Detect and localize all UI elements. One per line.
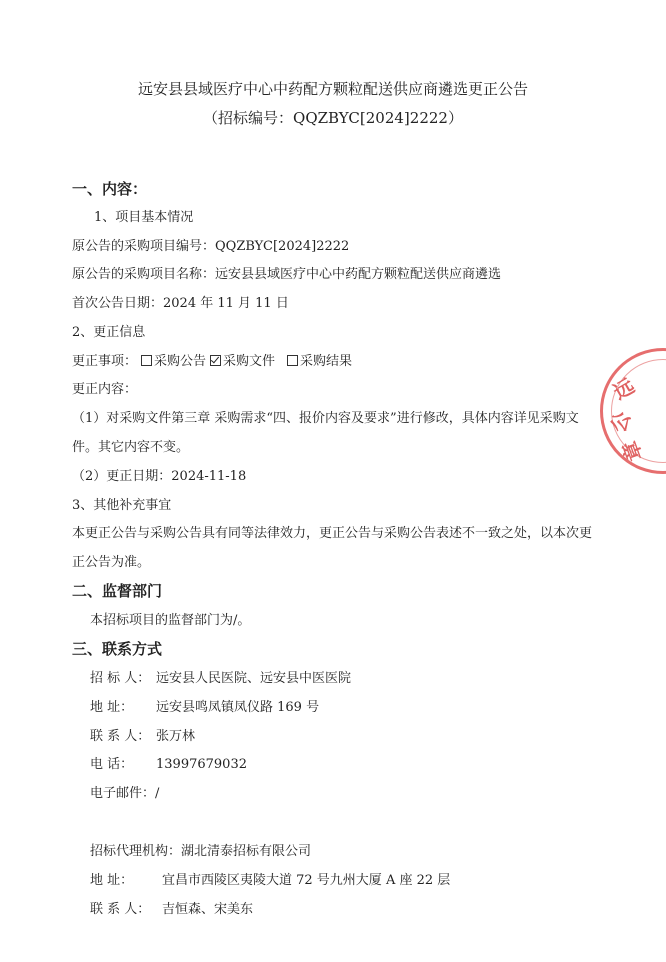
address-label: 地 址： (90, 700, 134, 715)
supervision-text: 本招标项目的监督部门为/。 (90, 613, 251, 628)
correction-item-1-line1: （1）对采购文件第三章 采购需求“四、报价内容及要求”进行修改，具体内容详见采购文 (72, 411, 579, 426)
option-procurement-document: 采购文件 (223, 354, 276, 369)
contact-address-row (90, 696, 319, 715)
original-project-number: 原公告的采购项目编号：QQZBYC[2024]2222 (72, 239, 350, 254)
agency-value: 湖北清泰招标有限公司 (181, 844, 312, 859)
seal-char: 公 (605, 408, 636, 436)
official-seal-stamp (600, 348, 666, 474)
address-value: 远安县鸣凤镇凤仪路 169 号 (156, 700, 320, 715)
contact-person-row (90, 725, 195, 744)
option-procurement-result: 采购结果 (300, 354, 353, 369)
subheading-basic-info: 1、项目基本情况 (94, 210, 194, 225)
checkbox-empty-icon (287, 355, 298, 366)
contact-person-value: 张万林 (156, 729, 196, 744)
agency-address-value: 宜昌市西陵区夷陵大道 72 号九州大厦 A 座 22 层 (162, 873, 451, 888)
seal-char: 远 (609, 373, 639, 405)
email-label: 电子邮件： (90, 786, 156, 801)
correction-items-label: 更正事项： (72, 354, 138, 369)
agency-contact-label: 联 系 人： (90, 902, 151, 917)
supplement-line1: 本更正公告与采购公告具有同等法律效力，更正公告与采购公告表述不一致之处，以本次更 (72, 526, 593, 541)
agency-contact-row (90, 898, 253, 917)
agency-row (90, 840, 311, 859)
agency-label: 招标代理机构： (90, 844, 182, 859)
first-notice-date: 首次公告日期：2024 年 11 月 11 日 (72, 296, 289, 311)
doc-title: 远安县县域医疗中心中药配方颗粒配送供应商遴选更正公告 (137, 80, 528, 98)
supplement-line2: 正公告为准。 (72, 555, 151, 570)
tenderer-value: 远安县人民医院、远安县中医医院 (156, 671, 352, 686)
tenderer-label: 招 标 人： (90, 671, 151, 686)
subheading-correction-info: 2、更正信息 (72, 325, 146, 340)
contact-tenderer-row (90, 667, 351, 686)
agency-address-label: 地 址： (90, 873, 134, 888)
tender-number: （招标编号：QQZBYC[2024]2222） (203, 109, 463, 127)
email-value: / (155, 786, 160, 801)
correction-date: （2）更正日期：2024-11-18 (72, 469, 247, 484)
agency-contact-value: 吉恒森、宋美东 (162, 902, 254, 917)
correction-items-row (72, 350, 352, 369)
checkbox-checked-icon (210, 355, 221, 366)
correction-content-label: 更正内容： (72, 382, 138, 397)
section-heading-supervision: 二、监督部门 (72, 582, 163, 600)
correction-item-1-line2: 件。其它内容不变。 (72, 440, 190, 455)
section-heading-contact: 三、联系方式 (72, 640, 163, 658)
subheading-supplement: 3、其他补充事宜 (72, 498, 172, 513)
section-heading-content: 一、内容： (72, 180, 148, 198)
checkbox-empty-icon (141, 355, 152, 366)
original-project-name: 原公告的采购项目名称：远安县县域医疗中心中药配方颗粒配送供应商遴选 (72, 267, 502, 282)
phone-value: 13997679032 (156, 757, 247, 772)
contact-phone-row (90, 753, 247, 772)
option-procurement-notice: 采购公告 (154, 354, 207, 369)
contact-email-row (90, 782, 159, 801)
phone-label: 电 话： (90, 757, 134, 772)
seal-char: 章 (617, 437, 648, 465)
contact-person-label: 联 系 人： (90, 729, 151, 744)
agency-address-row (90, 869, 450, 888)
